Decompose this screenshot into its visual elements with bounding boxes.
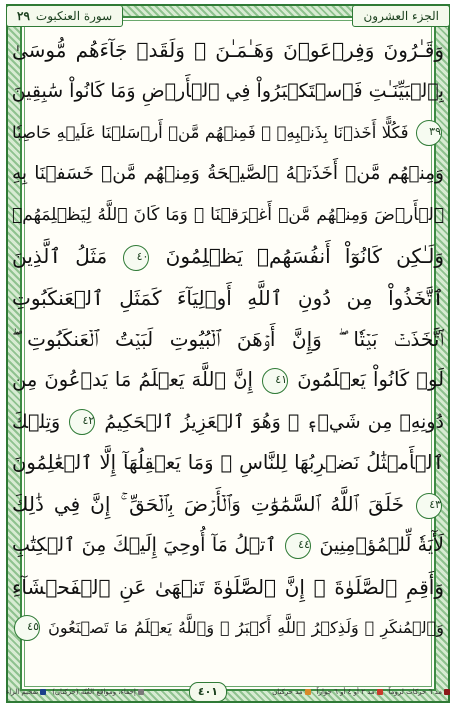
line-text: إِنَّ ٱللَّهَ يَعۡلَمُ مَا يَدۡعُونَ مِن xyxy=(12,368,253,392)
text-line xyxy=(12,567,444,607)
text-line xyxy=(12,443,444,483)
text-line xyxy=(12,319,444,359)
text-line xyxy=(12,236,444,276)
ayah-marker: ٤٥ xyxy=(14,615,40,641)
juz-name: الجزء العشرون xyxy=(363,9,439,23)
legend-label: مد ٦ حركات لزوماً xyxy=(388,688,442,696)
text-line xyxy=(12,608,444,648)
legend-label: مد حركتان xyxy=(272,688,303,696)
legend-swatch xyxy=(377,689,383,695)
legend-label: تفخيم الراء xyxy=(6,688,39,696)
ayah-marker: ٤٤ xyxy=(285,533,311,559)
line-text: فَكُلًّا أَخَذۡنَا بِذَنۢبِهِۦ ۖ فَمِنۡهُم مَّنۡ أَرۡسَلۡنَا عَلَيۡهِ حَاصِبٗا xyxy=(12,122,409,142)
text-line xyxy=(12,525,444,565)
legend-swatch xyxy=(138,689,144,695)
line-text: خَلَقَ ٱللَّهُ ٱلسَّمَٰوَٰتِ وَٱلۡأَرۡضَ بِٱلۡحَقِّ ۚ إِنَّ فِي ذَٰلِكَ xyxy=(12,492,404,517)
line-text: بِٱلۡبَيِّنَـٰتِ فَٱسۡتَكۡبَرُواْ فِي ٱلۡأَرۡضِ وَمَا كَانُواْ سَٰبِقِينَ xyxy=(12,80,444,103)
text-line xyxy=(12,360,444,400)
line-text: ٱتَّخَذَتۡ بَيۡتٗا ۖ وَإِنَّ أَوۡهَنَ ٱلۡبُيُوتِ لَبَيۡتُ ٱلۡعَنكَبُوتِ ۖ xyxy=(12,326,444,351)
legend-swatch xyxy=(40,689,46,695)
legend-item xyxy=(6,688,46,696)
text-line xyxy=(12,154,444,194)
text-line xyxy=(12,278,444,318)
legend-label: إخفاء، ومواقع الغُنّة (حركتان) xyxy=(52,688,136,696)
ayah-marker: ٤٣ xyxy=(416,493,442,519)
text-line xyxy=(12,484,444,524)
legend-item xyxy=(272,688,311,696)
line-text: ٱلۡأَرۡضَ وَمِنۡهُم مَّنۡ أَغۡرَقۡنَا ۚ وَمَا كَانَ ٱللَّهُ لِيَظۡلِمَهُمۡ xyxy=(12,205,444,226)
text-line xyxy=(12,71,444,111)
line-text: وَٱلۡمُنكَرِ ۗ وَلَذِكۡرُ ٱللَّهِ أَكۡبَرُ ۗ وَٱللَّهُ يَعۡلَمُ مَا تَصۡنَعُونَ xyxy=(48,617,444,637)
surah-name: سورة العنكبوت xyxy=(35,9,113,23)
ayah-marker: ٣٩ xyxy=(416,120,442,146)
verse-text xyxy=(12,30,444,648)
text-line xyxy=(12,402,444,442)
legend-item xyxy=(389,688,450,696)
legend-item xyxy=(317,688,383,696)
juz-label xyxy=(352,5,450,27)
legend-label: مد ٢ أو ٤ أو ٦ جوازاً xyxy=(316,688,375,696)
text-line xyxy=(12,113,444,153)
line-text: وَقَـٰرُونَ وَفِرۡعَوۡنَ وَهَـٰمَـٰنَ ۖ وَلَقَدۡ جَآءَهُم مُّوسَىٰ xyxy=(12,38,444,62)
line-text: وَتِلۡكَ xyxy=(12,410,61,433)
ayah-marker: ٤٠ xyxy=(123,245,149,271)
line-text: وَلَـٰكِن كَانُوٓاْ أَنفُسَهُمۡ يَظۡلِمُونَ xyxy=(165,244,444,269)
legend-item xyxy=(52,688,144,696)
line-text: ٱتَّخَذُواْ مِن دُونِ ٱللَّهِ أَوۡلِيَآءَ كَمَثَلِ ٱلۡعَنكَبُوتِ xyxy=(12,285,444,310)
line-text: دُونِهِۦ مِن شَيۡءٖ ۚ وَهُوَ ٱلۡعَزِيزُ ٱلۡحَكِيمُ xyxy=(104,410,444,433)
page-number: ٤٠١ xyxy=(189,682,227,702)
surah-label xyxy=(6,5,123,27)
line-text: ٱلۡأَمۡثَٰلُ نَضۡرِبُهَا لِلنَّاسِ ۖ وَمَا يَعۡقِلُهَآ إِلَّا ٱلۡعَٰلِمُونَ xyxy=(12,450,444,474)
page-footer xyxy=(6,681,450,703)
line-text: مَثَلُ ٱلَّذِينَ xyxy=(12,244,108,269)
ayah-marker: ٤٢ xyxy=(69,409,95,435)
line-text: وَمِنۡهُم مَّنۡ أَخَذَتۡهُ ٱلصَّيۡحَةُ وَمِنۡهُم مَّنۡ خَسَفۡنَا بِهِ xyxy=(12,162,444,184)
tajweed-legend-right xyxy=(272,688,450,696)
surah-number: ٢٩ xyxy=(17,9,30,23)
legend-swatch xyxy=(305,689,311,695)
ayah-marker: ٤١ xyxy=(262,368,288,394)
page-header xyxy=(6,4,450,28)
text-line xyxy=(12,30,444,70)
tajweed-legend-left xyxy=(6,688,144,696)
line-text: لَأٓيَةٗ لِّلۡمُؤۡمِنِينَ xyxy=(319,534,444,557)
line-text: ٱتۡلُ مَآ أُوحِيَ إِلَيۡكَ مِنَ ٱلۡكِتَٰبِ xyxy=(12,534,277,557)
text-line xyxy=(12,195,444,235)
line-text: وَأَقِمِ ٱلصَّلَوٰةَ ۖ إِنَّ ٱلصَّلَوٰةَ تَنۡهَىٰ عَنِ ٱلۡفَحۡشَآءِ xyxy=(12,574,444,599)
legend-swatch xyxy=(444,689,450,695)
line-text: لَوۡ كَانُواْ يَعۡلَمُونَ xyxy=(297,368,444,392)
